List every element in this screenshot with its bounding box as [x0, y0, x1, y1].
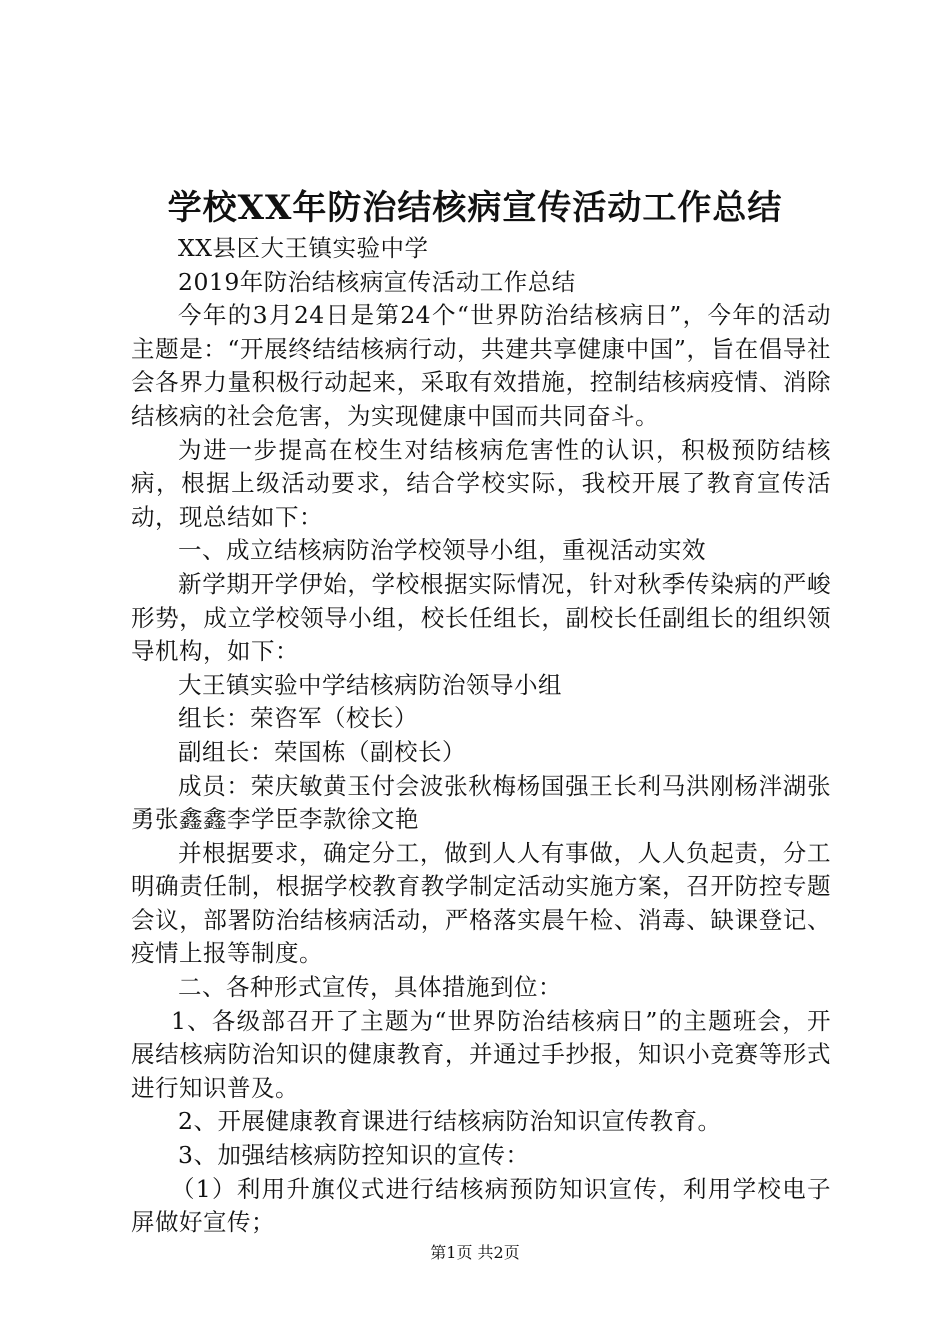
paragraph-school-name: XX县区大王镇实验中学 [178, 234, 429, 262]
paragraph-group-name: 大王镇实验中学结核病防治领导小组 [178, 670, 562, 699]
paragraph-intro: 今年的3月24日是第24个“世界防治结核病日”，今年的活动主题是：“开展终结结核病行动，共建共享健康中国”，旨在倡导社会各界力量积极行动起来，采取有效措施，控制结核病疫情、消除结核病的社会危害，为实现健康中国而共同奋斗。 [131, 301, 831, 430]
list-item-3: 3、加强结核病防控知识的宣传： [178, 1141, 530, 1170]
list-item-2: 2、开展健康教育课进行结核病防治知识宣传教育。 [178, 1107, 722, 1136]
document-title: 学校XX年防治结核病宣传活动工作总结 [167, 188, 783, 228]
paragraph-deputy-leader: 副组长：荣国栋（副校长） [178, 737, 466, 766]
paragraph-subtitle: 2019年防治结核病宣传活动工作总结 [178, 267, 576, 296]
section-heading-2: 二、各种形式宣传，具体措施到位： [178, 973, 562, 1002]
paragraph-leader: 组长：荣咨军（校长） [178, 704, 418, 733]
paragraph-responsibilities: 并根据要求，确定分工，做到人人有事做，人人负起责，分工明确责任制，根据学校教育教学制定活动实施方案，召开防控专题会议，部署防治结核病活动，严格落实晨午检、消毒、缺课登记、疫情上报等制度。 [131, 838, 831, 968]
document-body [131, 232, 831, 1240]
paragraph-purpose: 为进一步提高在校生对结核病危害性的认识，积极预防结核病，根据上级活动要求，结合学校实际，我校开展了教育宣传活动，现总结如下： [131, 435, 831, 531]
section-heading-1: 一、成立结核病防治学校领导小组，重视活动实效 [178, 536, 706, 565]
paragraph-leadership: 新学期开学伊始，学校根据实际情况，针对秋季传染病的严峻形势，成立学校领导小组，校长任组长，副校长任副组长的组织领导机构，如下： [131, 569, 831, 666]
page-footer: 第1页 共2页 [430, 1243, 520, 1262]
paragraph-members: 成员：荣庆敏黄玉付会波张秋梅杨国强王长利马洪刚杨泮湖张勇张鑫鑫李学臣李款徐文艳 [131, 771, 831, 834]
list-subitem-1: （1）利用升旗仪式进行结核病预防知识宣传，利用学校电子屏做好宣传； [131, 1174, 831, 1237]
list-item-1: 1、各级部召开了主题为“世界防治结核病日”的主题班会，开展结核病防治知识的健康教育，并通过手抄报，知识小竞赛等形式进行知识普及。 [131, 1006, 831, 1102]
